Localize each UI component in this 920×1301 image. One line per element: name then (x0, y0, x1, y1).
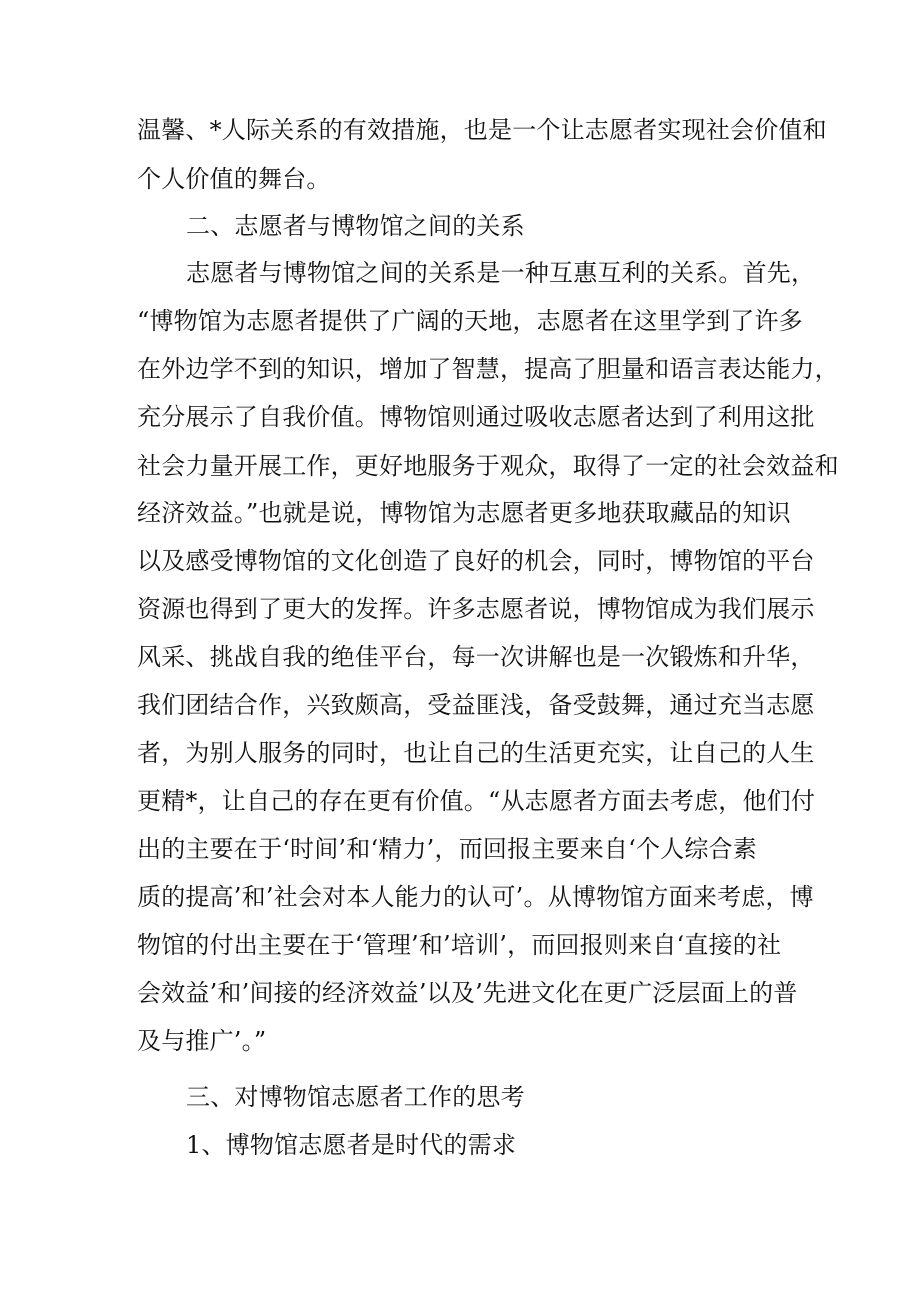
text-line: 出的主要在于‘时间’和‘精力’，而回报主要来自‘个人综合素 (137, 835, 757, 863)
text-line: 风采、挑战自我的绝佳平台，每一次讲解也是一次锻炼和升华， (137, 643, 815, 671)
text-line: 更精*，让自己的存在更有价值。“从志愿者方面去考虑，他们付 (137, 787, 816, 815)
text-line: “博物馆为志愿者提供了广阔的天地，志愿者在这里学到了许多 (137, 307, 803, 335)
text-line: 志愿者与博物馆之间的关系是一种互惠互利的关系。首先， (186, 259, 816, 287)
text-line: 以及感受博物馆的文化创造了良好的机会，同时，博物馆的平台 (137, 547, 815, 575)
text-line: 会效益’和’间接的经济效益’以及’先进文化在更广泛层面上的普 (137, 979, 798, 1007)
text-line: 个人价值的舞台。 (137, 165, 331, 193)
text-line: 物馆的付出主要在于‘管理’和’培训’，而回报则来自‘直接的社 (137, 931, 782, 959)
section-heading: 二、志愿者与博物馆之间的关系 (186, 212, 525, 240)
text-line: 及与推广’。” (137, 1027, 267, 1055)
text-line: 质的提高’和’社会对本人能力的认可’。从博物馆方面来考虑，博 (137, 883, 814, 911)
text-line: 我们团结合作，兴致颇高，受益匪浅，备受鼓舞，通过充当志愿 (137, 691, 815, 719)
section-heading: 三、对博物馆志愿者工作的思考 (186, 1083, 525, 1111)
text-line: 充分展示了自我价值。博物馆则通过吸收志愿者达到了利用这批 (137, 403, 815, 431)
text-line: 在外边学不到的知识，增加了智慧，提高了胆量和语言表达能力， (137, 355, 839, 383)
text-line: 社会力量开展工作，更好地服务于观众，取得了一定的社会效益和 (137, 452, 839, 480)
text-line: 温馨、*人际关系的有效措施，也是一个让志愿者实现社会价值和 (137, 116, 827, 144)
text-line: 经济效益。”也就是说，博物馆为志愿者更多地获取藏品的知识 (137, 499, 791, 527)
text-line: 资源也得到了更大的发挥。许多志愿者说，博物馆成为我们展示 (137, 595, 815, 623)
text-line: 者，为别人服务的同时，也让自己的生活更充实，让自己的人生 (137, 739, 815, 767)
subsection-heading: 1、博物馆志愿者是时代的需求 (186, 1131, 517, 1159)
